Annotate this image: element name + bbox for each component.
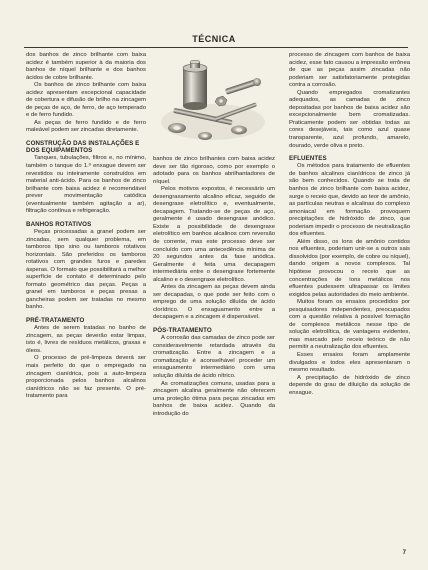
section-heading: PRÉ-TRATAMENTO — [26, 317, 85, 325]
section-heading: EFLUENTES — [289, 155, 327, 163]
paragraph: As cromatizações comuns, usadas para a zincagem alcalina geralmente não oferecem uma proteção ótima para peças zincadas em banhos de baixa acidez. Quando da introdução do — [153, 380, 275, 417]
paragraph: Peças processadas a granel podem ser zincadas, sem qualquer problema, em tamboros tipo sino ou tamboros rotativos horizontais. São preferidos os tamboros rotativos com grandes furos e paredes ásperas. O formato que possibilitará a melhor superfície de contato é determinado pelo formato geométrico das peças. Peças a granel em tamboros e peças presas a gancheiras podem ser tratadas no mesmo banho. — [26, 229, 146, 311]
paragraph: Antes de serem tratadas no banho de zincagem, as peças deverão estar limpas, isto é, livres de resíduos metálicos, graxas e óleos. — [26, 325, 146, 354]
paragraph: banhos de zinco brilhantes com baixa acidez deve ser tão rigoroso, como por exemplo o adotado para os banhos abrilhantadores de níquel. — [153, 156, 275, 185]
paragraph: Antes da zincagem as peças devem ainda ser decapadas, o que pode ser feito com o emprego de uma solução diluída de ácido clorídrico. O enxaguamento entre a decapagem e a zincagem é dispensável. — [153, 284, 275, 321]
paragraph: A corrosão das camadas de zinco pode ser consideravelmente retardada através da cromatização. Entre a zincagem e a cromatização é aconselhável proceder um enxaguamento intermediário com uma solução diluída de ácido nítrico. — [153, 335, 275, 379]
section-heading: BANHOS ROTATIVOS — [26, 220, 92, 228]
zinc-plated-parts-photo — [153, 54, 275, 150]
column-1 — [26, 52, 146, 401]
paragraph: As peças de ferro fundido e de ferro maleável podem ser zincadas diretamente. — [26, 119, 146, 134]
page-number: 7 — [402, 550, 406, 556]
section-heading: PÓS-TRATAMENTO — [153, 327, 212, 335]
column-2 — [153, 156, 275, 418]
paragraph: Além disso, os íons de amônio contidos nos efluentes, poderiam unir-se a outros sais dissolvidos (por exemplo, de cobre ou níquel), dando origem a novos complexos. Tal hipótese provocou o receio que as concentrações de íons metálicos nos efluentes pudessem ultrapassar os limites exigidos pelas autoridades do meio ambiente. — [289, 238, 410, 298]
paragraph: O processo de pré-limpeza deverá ser mais perfeito do que o empregado na zincagem cianídrica, pois a auto-limpeza proporcionada pelos banhos alcalinos cianídricos não se faz presente. O pré-tratamento para — [26, 355, 146, 400]
paragraph: processo de zincagem com banhos de baixa acidez, esse fato causou a impressão errônea de que as peças assim zincadas não poderiam ser satisfatoriamente protegidas contra a corrosão. — [289, 52, 410, 89]
paragraph: A precipitação de hidróxido de zinco depende do grau de diluição da solução de enxague. — [289, 374, 410, 396]
paragraph: dos banhos de zinco brilhante com baixa acidez é também superior à da maioria dos banhos de níquel brilhante e dos banhos ácidos de cobre brilhante. — [26, 52, 146, 81]
paragraph: Quando empregados cromatizantes adequados, as camadas de zinco depositadas por banhos de baixa acidez são excepcionalmente bem cromatizadas. Praticamente podem ser obtidas todas as cores desejáveis, tais como azul quase transparente, azul profundo, amarelo, dourado, verde oliva e preto. — [289, 89, 410, 149]
section-heading: CONSTRUÇÃO DAS INSTALAÇÕES E DOS EQUIPAMENTOS — [26, 140, 140, 155]
header-rule — [24, 47, 408, 48]
paragraph: Os banhos de zinco brilhante com baixa acidez apresentam excepcional capacidade de cobertura e difusão de brilho na zincagem de peças de aço, de ferro, de aço temperado e de ferro fundido. — [26, 82, 146, 119]
paragraph: Pelos motivos expostos, é necessário um desengraxamento alcalino eficaz, seguido de desengraxe eletrolítico e, eventualmente, decapagem. Tratando-se de peças de aço, geralmente é usado desengraxe anódico. Existe a possibilidade de desengraxe eletrolítico em banhos alcalinos com reversão de corrente, mas este processo deve ser concluído com uma antecedência mínima de 20 segundos antes da fase anódica. Geralmente é feita uma decapagem intermediária entre o desengraxe fortemente alcalino e o desengraxe eletrolítico. — [153, 186, 275, 283]
paragraph: Muitos foram os ensaios procedidos por pesquisadores independentes, preocupados com a questão relativa à possível formação de complexos metálicos nesse tipo de solução eletrolítica, de vantagens evidentes, mas marcado pelo receio teórico de não permitir a neutralização dos efluentes. — [289, 299, 410, 351]
section-header: TÉCNICA — [192, 34, 236, 44]
column-3 — [289, 52, 410, 397]
paragraph: Esses ensaios foram amplamente divulgados e todos eles apresentaram o mesmo resultado. — [289, 351, 410, 374]
paragraph: Tanques, tubulações, filtros e, no mínimo, também o tanque do 1.º enxague devem ser revestidos ou inteiramente construídos em material anti-ácido. Para os banhos de zinco brilhante com baixa acidez é recomendável prever movimentação catódica (eventualmente também agitação a ar), filtração contínua e refrigeração. — [26, 155, 146, 215]
paragraph: Os métodos para tratamento de efluentes de banhos alcalinos cianídricos de zinco já são bem conhecidos. Quando se trata de banhos de zinco brilhante com baixa acidez, surge o receio que, devido ao teor de amônio, as partículas neutras e alcalinas do complexo amoniacal em formação provoquem precipitações de hidróxido de zinco, que poderiam impedir o processo de neutralização dos efluentes. — [289, 163, 410, 238]
